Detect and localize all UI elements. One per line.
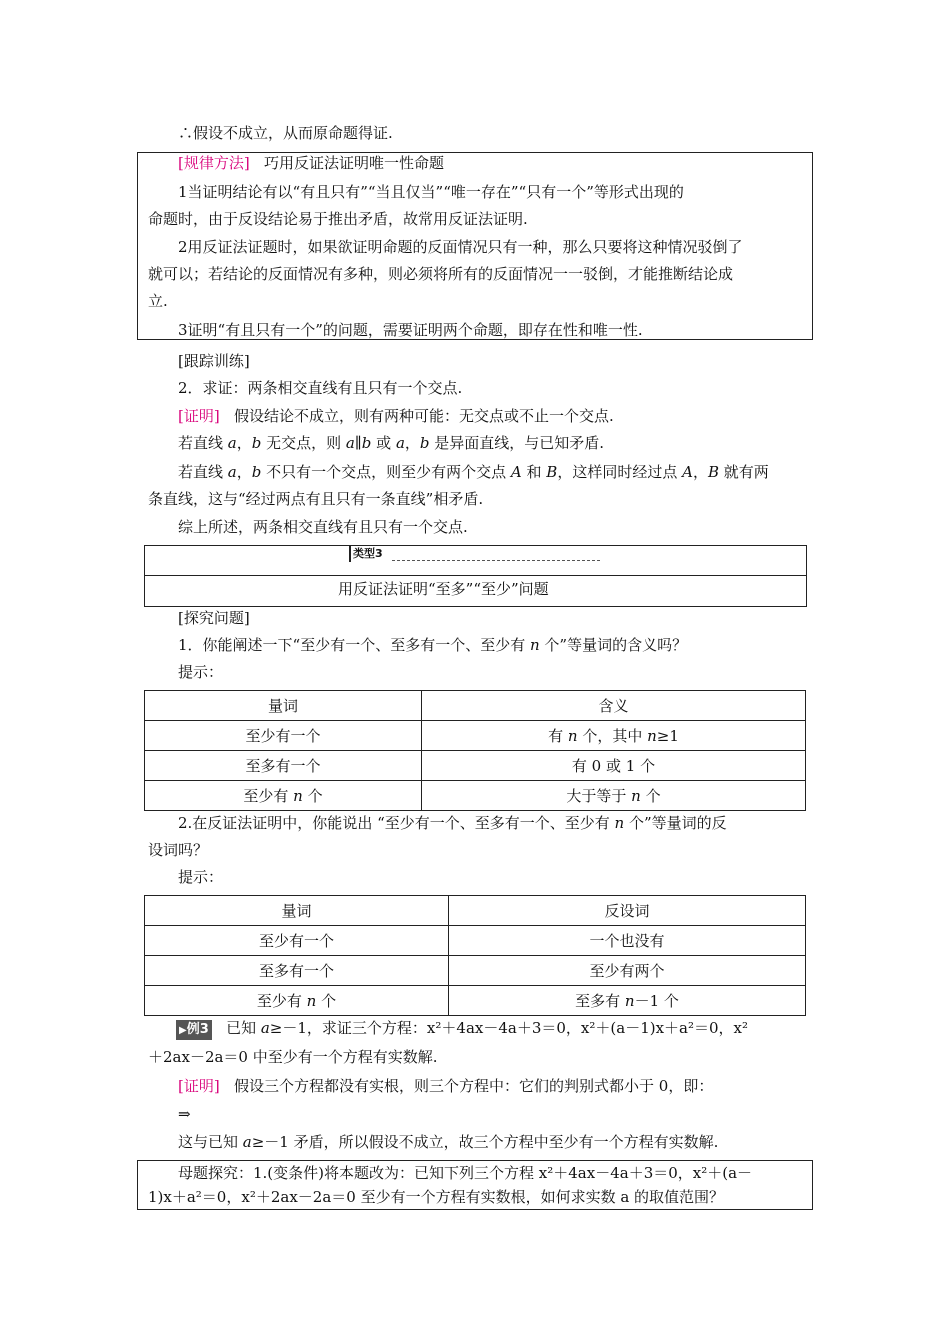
table-row (145, 781, 806, 811)
implies-arrow: ⇒ (178, 1105, 191, 1123)
mother-problem-line2: 1)x＋a²＝0，x²＋2ax－2a＝0 至少有一个方程有实数根，如何求实数 a 的取值范围？ (148, 1188, 725, 1206)
table-cell: 至多有 n－1 个 (449, 986, 806, 1016)
method-p2-line1: 2用反证法证题时，如果欲证明命题的反面情况只有一种，那么只要将这种情况驳倒了 (178, 238, 743, 256)
proof-text: 假设结论不成立，则有两种可能：无交点或不止一个交点. (234, 407, 614, 425)
followup-proof-line1 (178, 405, 614, 427)
table-row (145, 721, 806, 751)
followup-proof-line4: 条直线，这与“经过两点有且只有一条直线”相矛盾. (148, 490, 484, 508)
table-row (145, 691, 806, 721)
table-cell: 一个也没有 (449, 926, 806, 956)
followup-heading: [跟踪训练] (178, 352, 250, 370)
quantifier-meaning-table (144, 690, 806, 811)
method-p1-line1: 1当证明结论有以“有且只有”“当且仅当”“唯一存在”“只有一个”等形式出现的 (178, 183, 684, 201)
explore-q1: 1．你能阐述一下“至少有一个、至多有一个、至少有 n 个”等量词的含义吗？ (178, 636, 688, 654)
table-header: 量词 (145, 691, 422, 721)
followup-question: 2．求证：两条相交直线有且只有一个交点. (178, 379, 463, 397)
table-row (145, 926, 806, 956)
table-cell: 有 0 或 1 个 (422, 751, 806, 781)
method-tag: [规律方法] (178, 154, 250, 172)
example3-line2: ＋2ax－2a＝0 中至少有一个方程有实数解. (148, 1048, 438, 1066)
example3-proof-line1: [证明] 假设三个方程都没有实根，则三个方程中：它们的判别式都小于 0，即： (178, 1077, 714, 1095)
table-cell: 至多有一个 (145, 751, 422, 781)
type3-label: 类型3 (349, 546, 383, 562)
explore-heading: [探究问题] (178, 609, 250, 627)
quantifier-negation-table (144, 895, 806, 1016)
mother-problem-line1: 母题探究：1.(变条件)将本题改为：已知下列三个方程 x²＋4ax－4a＋3＝0，x²＋(a－ (178, 1164, 753, 1182)
table-header: 反设词 (449, 896, 806, 926)
example3-line1: ▶例3 已知 a≥－1，求证三个方程：x²＋4ax－4a＋3＝0，x²＋(a－1)x＋a²＝0，x² (176, 1017, 748, 1040)
followup-summary: 综上所述，两条相交直线有且只有一个交点. (178, 518, 468, 536)
followup-proof-line2: 若直线 a，b 无交点，则 a∥b 或 a，b 是异面直线，与已知矛盾. (178, 434, 605, 452)
method-p2-line3: 立. (148, 292, 168, 310)
table-row (145, 986, 806, 1016)
example-badge: ▶例3 (176, 1020, 212, 1040)
explore-q2-line2: 设词吗？ (148, 841, 209, 859)
table-cell: 至少有 n 个 (145, 986, 449, 1016)
proof-tag: [证明] (178, 1077, 220, 1095)
conclusion-line: ∴假设不成立，从而原命题得证. (178, 124, 393, 142)
proof-tag: [证明] (178, 407, 220, 425)
table-cell: 至多有一个 (145, 956, 449, 986)
method-p3: 3证明“有且只有一个”的问题，需要证明两个命题，即存在性和唯一性. (178, 321, 643, 339)
table-header: 量词 (145, 896, 449, 926)
followup-proof-line3: 若直线 a，b 不只有一个交点，则至少有两个交点 A 和 B，这样同时经过点 A，B 就有两 (178, 463, 769, 481)
table-row (145, 751, 806, 781)
type3-title: 用反证法证明“至多”“至少”问题 (338, 580, 549, 598)
explore-hint1: 提示： (178, 663, 224, 681)
method-p2-line2: 就可以；若结论的反面情况有多种，则必须将所有的反面情况一一驳倒，才能推断结论成 (148, 265, 734, 283)
table-cell: 至少有一个 (145, 926, 449, 956)
table-cell: 有 n 个，其中 n≥1 (422, 721, 806, 751)
explore-q2-line1: 2.在反证法证明中，你能说出 “至少有一个、至多有一个、至少有 n 个”等量词的反 (178, 814, 727, 832)
example3-conclusion: 这与已知 a≥－1 矛盾，所以假设不成立，故三个方程中至少有一个方程有实数解. (178, 1133, 719, 1151)
table-row (145, 956, 806, 986)
table-row (145, 896, 806, 926)
table-cell: 至少有两个 (449, 956, 806, 986)
table-header: 含义 (422, 691, 806, 721)
table-cell: 至少有一个 (145, 721, 422, 751)
type3-divider (145, 575, 806, 576)
method-title-line (178, 152, 444, 174)
table-cell: 至少有 n 个 (145, 781, 422, 811)
table-cell: 大于等于 n 个 (422, 781, 806, 811)
type3-dashline (392, 560, 600, 561)
method-title: 巧用反证法证明唯一性命题 (264, 154, 445, 172)
explore-hint2: 提示： (178, 868, 224, 886)
method-p1-line2: 命题时，由于反设结论易于推出矛盾，故常用反证法证明. (148, 210, 528, 228)
